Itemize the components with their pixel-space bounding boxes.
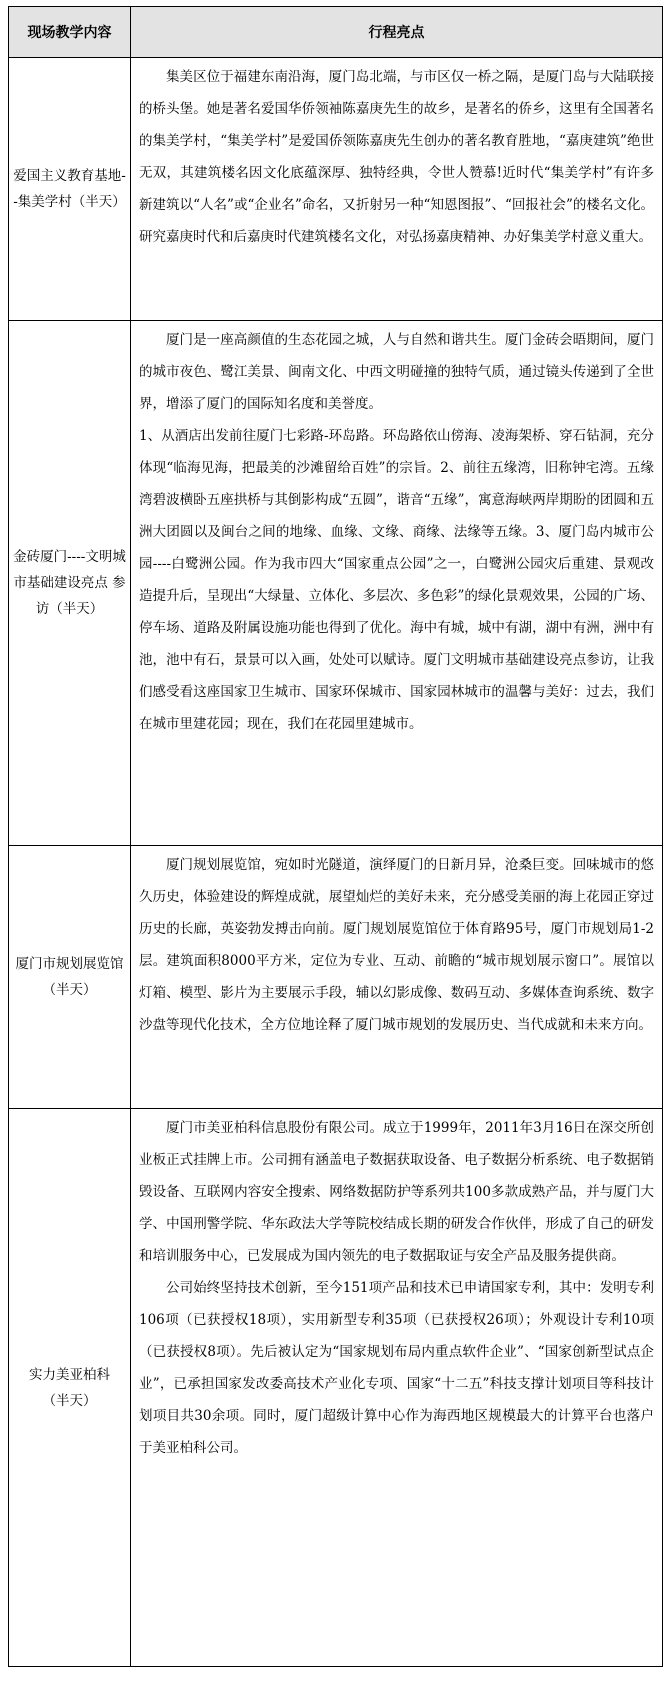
row-content-brics-xiamen [131, 321, 663, 846]
content-paragraph: 厦门是一座高颜值的生态花园之城，人与自然和谐共生。厦门金砖会晤期间，厦门的城市夜色、鹭江美景、闽南文化、中西文明碰撞的独特气质，通过镜头传递到了全世界，增添了厦门的国际知名度和美誉度。 [139, 332, 654, 412]
row-title-line: 厦门市规划展览馆 [15, 956, 124, 972]
header-teaching-content: 现场教学内容 [9, 7, 131, 58]
row-title-planning-exhibition [9, 846, 131, 1109]
itinerary-table [8, 6, 663, 1667]
row-title-meiya-pico [9, 1109, 131, 1667]
row-content-planning-exhibition [131, 846, 663, 1109]
content-paragraph: 公司始终坚持技术创新，至今151项产品和技术已申请国家专利，其中：发明专利106项（已获授权18项），实用新型专利35项（已获授权26项）；外观设计专利10项（已获授权8项）。先后被认定为“国家规划布局内重点软件企业”、“国家创新型试点企业”，已承担国家发改委高技术产业化专项、国家“十二五”科技支撑计划项目等科技计划项目共30余项。同时，厦门超级计算中心作为海西地区规模最大的计算平台也落户于美亚柏科公司。 [139, 1280, 654, 1456]
table-header-row [9, 7, 663, 58]
row-title-line: 实力美亚柏科 [29, 1366, 110, 1383]
row-title-brics-xiamen [9, 321, 131, 846]
table-row [9, 846, 663, 1109]
content-paragraph: 厦门规划展览馆，宛如时光隧道，演绎厦门的日新月异，沧桑巨变。回味城市的悠久历史，体验建设的辉煌成就，展望灿烂的美好未来，充分感受美丽的海上花园正穿过历史的长廊，英姿勃发搏击向前。厦门规划展览馆位于体育路95号，厦门市规划局1-2层。建筑面积8000平方米，定位为专业、互动、前瞻的“城市规划展示窗口”。展馆以灯箱、模型、影片为主要展示手段，辅以幻影成像、数码互动、多媒体查询系统、数字沙盘等现代化技术，全方位地诠释了厦门城市规划的发展历史、当代成就和未来方向。 [139, 857, 654, 1033]
header-highlights: 行程亮点 [131, 7, 663, 58]
content-paragraph: 集美区位于福建东南沿海，厦门岛北端，与市区仅一桥之隔，是厦门岛与大陆联接的桥头堡。她是著名爱国华侨领袖陈嘉庚先生的故乡，是著名的侨乡，这里有全国著名的集美学村，“集美学村”是爱国侨领陈嘉庚先生创办的著名教育胜地，“嘉庚建筑”绝世无双，其建筑楼名因文化底蕴深厚、独特经典，令世人赞慕!近时代“集美学村”有许多新建筑以“人名”或“企业名”命名，又折射另一种“知恩图报”、“回报社会”的楼名文化。研究嘉庚时代和后嘉庚时代建筑楼名文化，对弘扬嘉庚精神、办好集美学村意义重大。 [139, 69, 654, 245]
content-paragraph: 厦门市美亚柏科信息股份有限公司。成立于1999年，2011年3月16日在深交所创业板正式挂牌上市。公司拥有涵盖电子数据获取设备、电子数据分析系统、电子数据销毁设备、互联网内容安全搜索、网络数据防护等系列共100多款成熟产品，并与厦门大学、中国刑警学院、华东政法大学等院校结成长期的研发合作伙伴，形成了自己的研发和培训服务中心，已发展成为国内领先的电子数据取证与安全产品及服务提供商。 [139, 1120, 654, 1264]
row-title-line: （半天） [42, 1392, 97, 1409]
row-title-line: 爱国主义教育基地--集美学村（半天） [13, 168, 126, 210]
content-paragraph: 1、从酒店出发前往厦门七彩路-环岛路。环岛路依山傍海、凌海架桥、穿石钻洞，充分体现“临海见海，把最美的沙滩留给百姓”的宗旨。2、前往五缘湾，旧称钟宅湾。五缘湾碧波横卧五座拱桥与其倒影构成“五圆”，谐音“五缘”，寓意海峡两岸期盼的团圆和五洲大团圆以及闽台之间的地缘、血缘、文缘、商缘、法缘等五缘。3、厦门岛内城市公园----白鹭洲公园。作为我市四大“国家重点公园”之一，白鹭洲公园灾后重建、景观改造提升后，呈现出“大绿量、立体化、多层次、多色彩”的绿化景观效果，公园的广场、停车场、道路及附属设施功能也得到了优化。海中有城，城中有湖，湖中有洲，洲中有池，池中有石，景景可以入画，处处可以赋诗。厦门文明城市基础建设亮点参访，让我们感受看这座国家卫生城市、国家环保城市、国家园林城市的温馨与美好：过去，我们在城市里建花园；现在，我们在花园里建城市。 [139, 428, 654, 732]
row-title-line: （半天） [42, 982, 97, 998]
table-row [9, 58, 663, 321]
table-row [9, 1109, 663, 1667]
row-title-jimei [9, 58, 131, 321]
row-title-line: 金砖厦门----文明城市基础建设亮点 参访（半天） [13, 549, 126, 617]
table-row [9, 321, 663, 846]
row-content-meiya-pico [131, 1109, 663, 1667]
row-content-jimei [131, 58, 663, 321]
